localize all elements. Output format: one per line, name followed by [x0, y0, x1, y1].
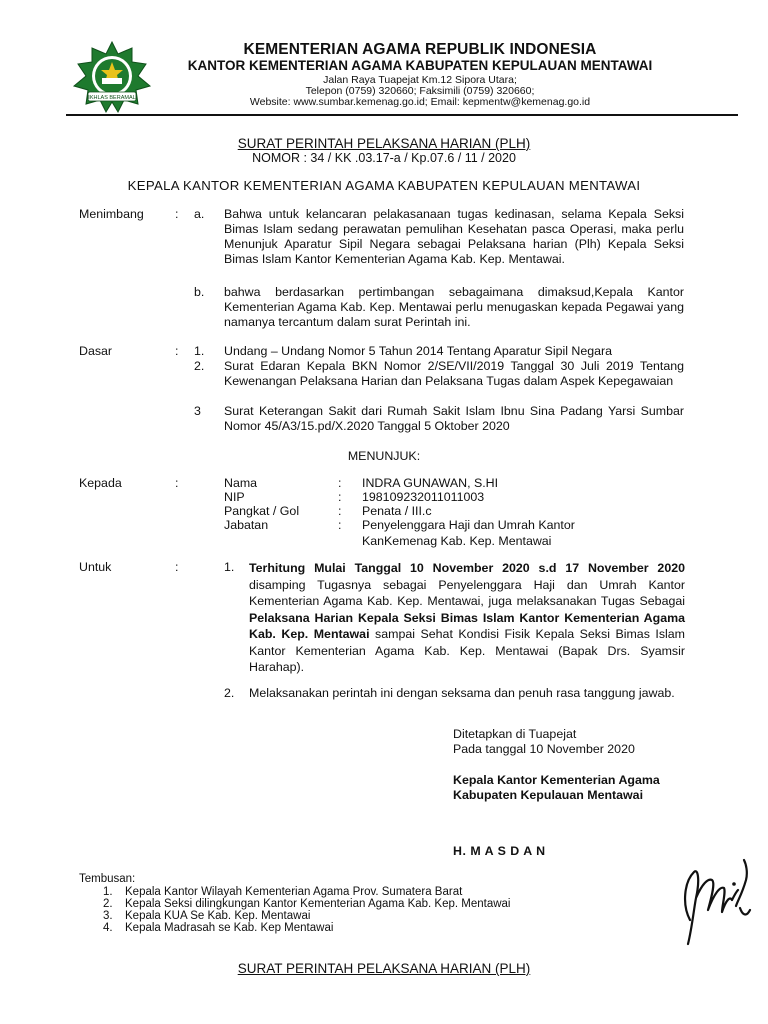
tembusan-3-n: 3.: [103, 910, 113, 922]
untuk-1-paragraph: [249, 560, 685, 676]
menimbang-a-marker: a.: [194, 207, 205, 221]
untuk-1-period: Terhitung Mulai Tanggal 10 November 2020 s.d 17 November 2020: [249, 561, 685, 575]
untuk-1-text-b: sampai Sehat Kondisi Fisik Kepala Seksi Bimas Islam Kantor Kementerian Agama Kab. Kep. Mentawai (Bapak Drs. Syamsir Harahap).: [249, 627, 686, 674]
jabatan-label: Jabatan: [224, 518, 269, 532]
menimbang-a-text: Bahwa untuk kelancaran pelakasanaan tugas kedinasan, selama Kepala Seksi Bimas Islam sedang perawatan pemulihan Kesehatan pasca Operasi, maka perlu Menunjuk Aparatur Sipil Negara sebagai Pelaksana harian (Plh) Kepala Seksi Bimas Islam Kantor Kementerian Agama Kab. Kep. Mentawai.: [224, 207, 684, 266]
kemenag-logo: [72, 40, 152, 114]
untuk-1-role: Pelaksana Harian Kepala Seksi Bimas Islam Kantor Kementerian Agama Kab. Kep. Mentawai: [249, 610, 685, 641]
untuk-label: Untuk: [79, 560, 112, 574]
footer-title: SURAT PERINTAH PELAKSANA HARIAN (PLH): [237, 961, 531, 976]
dasar-label: Dasar: [79, 344, 113, 358]
office-name: KANTOR KEMENTERIAN AGAMA KABUPATEN KEPULAUAN MENTAWAI: [187, 58, 653, 73]
nip-value: 198109232011011003: [362, 490, 485, 504]
untuk-colon: :: [175, 560, 179, 574]
menimbang-b-marker: b.: [194, 285, 205, 299]
dasar-1-marker: 1.: [194, 344, 205, 358]
handwritten-signature: [676, 850, 756, 950]
pangkat-value: Penata / III.c: [362, 504, 432, 518]
jabatan-sep: :: [338, 518, 342, 532]
office-website: Website: www.sumbar.kemenag.go.id; Email: kepmentw@kemenag.go.id: [249, 96, 591, 108]
kepada-colon: :: [175, 476, 179, 490]
doc-title: SURAT PERINTAH PELAKSANA HARIAN (PLH): [237, 136, 531, 151]
tembusan-4-text: Kepala Madrasah se Kab. Kep Mentawai: [125, 922, 334, 934]
tembusan-2-n: 2.: [103, 898, 113, 910]
sign-date: Pada tanggal 10 November 2020: [453, 742, 635, 756]
jabatan-value-2: KanKemenag Kab. Kep. Mentawai: [362, 534, 552, 548]
office-address: Jalan Raya Tuapejat Km.12 Sipora Utara;: [323, 74, 517, 86]
tembusan-label: Tembusan:: [79, 873, 136, 885]
doc-heading: KEPALA KANTOR KEMENTERIAN AGAMA KABUPATEN KEPULAUAN MENTAWAI: [127, 178, 641, 193]
nama-label: Nama: [224, 476, 258, 490]
ministry-name: KEMENTERIAN AGAMA REPUBLIK INDONESIA: [243, 41, 597, 58]
dasar-2-text: Surat Edaran Kepala BKN Nomor 2/SE/VII/2019 Tanggal 30 Juli 2019 Tentang Kewenangan Pelaksana Harian dan Pelaksana Tugas dalam Aspek Kepegawaian: [224, 359, 684, 388]
header-rule: [66, 114, 738, 116]
untuk-1-marker: 1.: [224, 560, 235, 574]
dasar-colon: :: [175, 344, 179, 358]
dasar-2-marker: 2.: [194, 359, 205, 373]
nip-label: NIP: [224, 490, 245, 504]
sign-office-2: Kabupaten Kepulauan Mentawai: [453, 788, 644, 802]
tembusan-3-text: Kepala KUA Se Kab. Kep. Mentawai: [125, 910, 311, 922]
tembusan-2-text: Kepala Seksi dilingkungan Kantor Kementerian Agama Kab. Kep. Mentawai: [125, 898, 511, 910]
menimbang-label: Menimbang: [79, 207, 144, 221]
kepada-label: Kepada: [79, 476, 122, 490]
tembusan-1-text: Kepala Kantor Wilayah Kementerian Agama Prov. Sumatera Barat: [125, 886, 463, 898]
office-phone: Telepon (0759) 320660; Faksimili (0759) 320660;: [305, 85, 535, 97]
sign-office-1: Kepala Kantor Kementerian Agama: [453, 773, 660, 787]
jabatan-value-1: Penyelenggara Haji dan Umrah Kantor: [362, 518, 575, 532]
menimbang-b-text: bahwa berdasarkan pertimbangan sebagaimana dimaksud,Kepala Kantor Kementerian Agama Kab. Kep. Mentawai perlu menugaskan kepada Pegawai yang namanya tercantum dalam surat Perintah ini.: [224, 285, 684, 329]
dasar-3-marker: 3: [194, 404, 201, 418]
untuk-2-text: Melaksanakan perintah ini dengan seksama dan penuh rasa tanggung jawab.: [249, 686, 675, 700]
untuk-2-marker: 2.: [224, 686, 235, 700]
logo-banner-text: IKHLAS BERAMAL: [88, 95, 136, 101]
menimbang-colon: :: [175, 207, 179, 221]
nama-sep: :: [338, 476, 342, 490]
dasar-1-text: Undang – Undang Nomor 5 Tahun 2014 Tentang Aparatur Sipil Negara: [224, 344, 613, 358]
tembusan-1-n: 1.: [103, 886, 113, 898]
pangkat-sep: :: [338, 504, 342, 518]
sign-place: Ditetapkan di Tuapejat: [453, 727, 577, 741]
dasar-3-text: Surat Keterangan Sakit dari Rumah Sakit Islam Ibnu Sina Padang Yarsi Sumbar Nomor 45/A3/15.pd/X.2020 Tanggal 5 Oktober 2020: [224, 404, 684, 433]
menunjuk-heading: MENUNJUK:: [347, 449, 421, 463]
nip-sep: :: [338, 490, 342, 504]
signer-name: H. M A S D A N: [453, 844, 546, 858]
nama-value: INDRA GUNAWAN, S.HI: [362, 476, 499, 490]
tembusan-4-n: 4.: [103, 922, 113, 934]
doc-number: NOMOR : 34 / KK .03.17-a / Kp.07.6 / 11 / 2020: [252, 151, 516, 165]
untuk-1-text-a: disamping Tugasnya sebagai Penyelenggara Haji dan Umrah Kantor Kementerian Agama Kab. Kep. Mentawai, juga melaksanakan Tugas Sebagai: [249, 577, 685, 608]
pangkat-label: Pangkat / Gol: [224, 504, 300, 518]
